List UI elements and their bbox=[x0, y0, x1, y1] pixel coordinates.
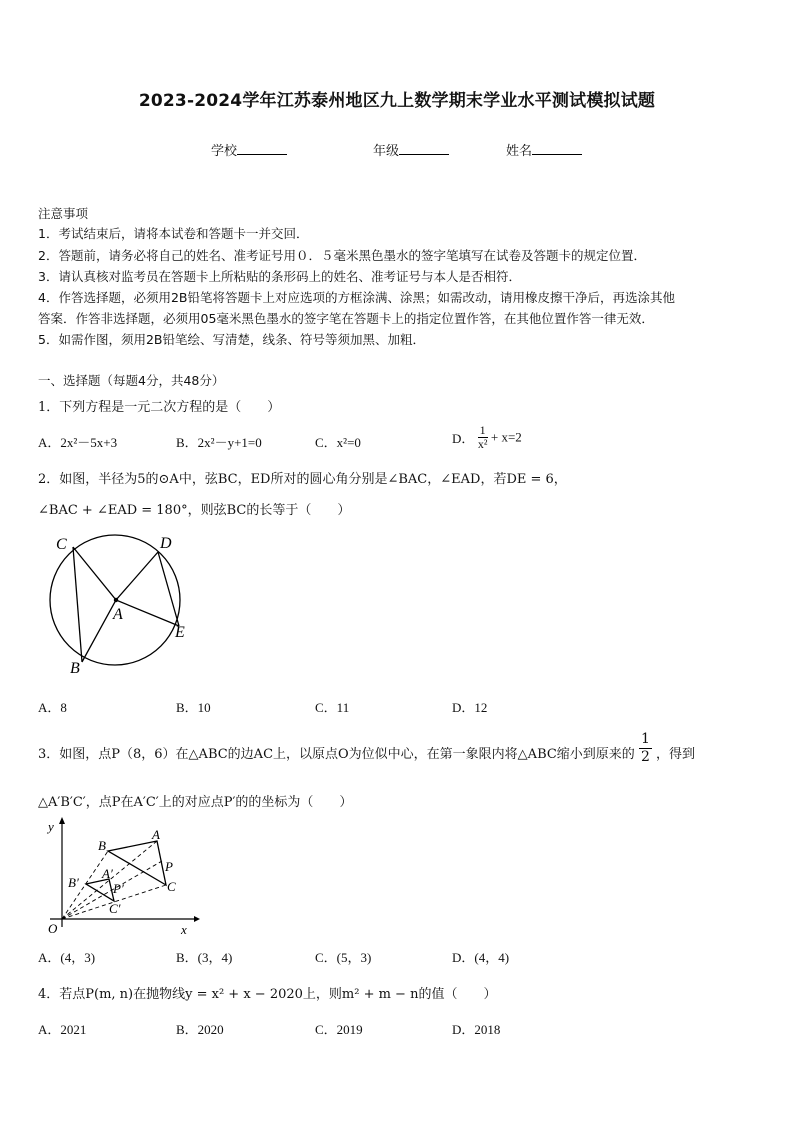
school-field[interactable] bbox=[211, 140, 287, 159]
label-p: P bbox=[165, 859, 173, 874]
notice-item: 2．答题前，请务必将自己的姓名、准考证号用０．５毫米黑色墨水的签字笔填写在试卷及答题卡的规定位置． bbox=[38, 248, 646, 263]
label-a-prime: A′ bbox=[102, 866, 113, 881]
label-c: C bbox=[56, 536, 67, 553]
notice-item: 4．作答选择题，必须用2B铅笔将答题卡上对应选项的方框涂满、涂黑；如需改动，请用橡皮擦干净后，再选涂其他 bbox=[38, 290, 675, 305]
chord-ed-radii bbox=[116, 552, 179, 626]
q3-option-a[interactable]: A．(4，3) bbox=[38, 950, 96, 965]
q2-option-b[interactable]: B．10 bbox=[176, 700, 211, 715]
question-3-line1-text: 3．如图，点P（8，6）在△ABC的边AC上，以原点O为位似中心，在第一象限内将△ABC缩小到原来的 bbox=[38, 747, 635, 762]
label-b-prime: B′ bbox=[68, 875, 79, 890]
section-heading: 一、选择题（每题4分，共48分） bbox=[38, 373, 225, 388]
q4-option-d[interactable]: D．2018 bbox=[452, 1022, 501, 1037]
q4-option-a[interactable]: A．2021 bbox=[38, 1022, 87, 1037]
notice-item: 3．请认真核对监考员在答题卡上所粘贴的条形码上的姓名、准考证号与本人是否相符． bbox=[38, 269, 521, 284]
label-p-prime: P′ bbox=[113, 881, 124, 896]
center-point bbox=[114, 598, 118, 602]
q3-option-c[interactable]: C．(5，3) bbox=[315, 950, 372, 965]
grade-field[interactable] bbox=[373, 140, 449, 159]
name-label: 姓名 bbox=[506, 144, 533, 159]
notice-item: 5．如需作图，须用2B铅笔绘、写清楚，线条、符号等须加黑、加粗． bbox=[38, 332, 425, 347]
fraction-denominator: x² bbox=[477, 437, 488, 451]
triangle-abc bbox=[108, 841, 166, 885]
notice-item: 答案．作答非选择题，必须用05毫米黑色墨水的签字笔在答题卡上的指定位置作答，在其他位置作答一律无效． bbox=[38, 311, 654, 326]
coordinate-diagram bbox=[40, 815, 200, 939]
question-3-line2: △A′B′C′，点P在A′C′上的对应点P′的的坐标为（ ） bbox=[38, 795, 353, 810]
q2-option-d[interactable]: D．12 bbox=[452, 700, 488, 715]
question-4-stem: 4．若点P(m, n)在抛物线y = x² + x − 2020上，则m² + m − n的值（ ） bbox=[38, 987, 497, 1002]
q3-fraction bbox=[639, 731, 652, 766]
grade-blank[interactable] bbox=[399, 142, 449, 155]
q3-option-b[interactable]: B．(3，4) bbox=[176, 950, 233, 965]
label-x: x bbox=[181, 922, 187, 937]
name-blank[interactable] bbox=[532, 142, 582, 155]
page-title: 2023-2024学年江苏泰州地区九上数学期末学业水平测试模拟试题 bbox=[138, 91, 656, 111]
label-c: C bbox=[167, 879, 176, 894]
chord-bc-radii bbox=[73, 547, 116, 662]
label-b: B bbox=[98, 838, 106, 853]
question-2-line2: ∠BAC + ∠EAD = 180°，则弦BC的长等于（ ） bbox=[38, 503, 351, 518]
q2-option-c[interactable]: C．11 bbox=[315, 700, 350, 715]
label-b: B bbox=[70, 660, 80, 677]
chord-bc bbox=[73, 547, 82, 662]
school-blank[interactable] bbox=[237, 142, 287, 155]
label-y: y bbox=[48, 819, 54, 834]
q1-option-d-prefix: D． bbox=[452, 431, 475, 446]
question-3-line1-end: ，得到 bbox=[656, 747, 696, 762]
q2-option-a[interactable]: A．8 bbox=[38, 700, 67, 715]
name-field[interactable] bbox=[506, 140, 582, 159]
q4-option-c[interactable]: C．2019 bbox=[315, 1022, 363, 1037]
label-a: A bbox=[152, 827, 160, 842]
question-2-line1: 2．如图，半径为5的⊙A中，弦BC，ED所对的圆心角分别是∠BAC，∠EAD，若DE = 6， bbox=[38, 472, 567, 487]
notice-heading: 注意事项 bbox=[38, 206, 89, 221]
notice-item: 1．考试结束后，请将本试卷和答题卡一并交回． bbox=[38, 226, 309, 241]
q1-option-c[interactable]: C．x²=0 bbox=[315, 435, 361, 450]
fraction-numerator: 1 bbox=[640, 731, 650, 747]
x-axis-arrow bbox=[194, 916, 200, 922]
question-1-stem: 1．下列方程是一元二次方程的是（ ） bbox=[38, 400, 281, 415]
q1-option-b[interactable]: B．2x²－y+1=0 bbox=[176, 435, 262, 450]
question-3-line1 bbox=[38, 731, 696, 766]
y-axis-arrow bbox=[59, 817, 65, 824]
q1-option-a[interactable]: A．2x²－5x+3 bbox=[38, 435, 118, 450]
label-a: A bbox=[113, 606, 123, 623]
label-o: O bbox=[48, 921, 58, 936]
q1-option-d[interactable] bbox=[452, 424, 522, 451]
label-d: D bbox=[160, 535, 172, 552]
triangle-a2b2c2 bbox=[86, 879, 114, 901]
q4-option-b[interactable]: B．2020 bbox=[176, 1022, 224, 1037]
fraction-denominator: 2 bbox=[640, 749, 650, 765]
grade-label: 年级 bbox=[373, 144, 400, 159]
q3-option-d[interactable]: D．(4，4) bbox=[452, 950, 510, 965]
q1-option-d-fraction bbox=[478, 424, 488, 451]
fraction-numerator: 1 bbox=[479, 423, 486, 437]
label-e: E bbox=[175, 624, 185, 641]
school-label: 学校 bbox=[211, 144, 238, 159]
label-c-prime: C′ bbox=[109, 901, 121, 916]
q1-option-d-suffix: + x=2 bbox=[490, 429, 522, 445]
circle-diagram bbox=[40, 530, 200, 678]
